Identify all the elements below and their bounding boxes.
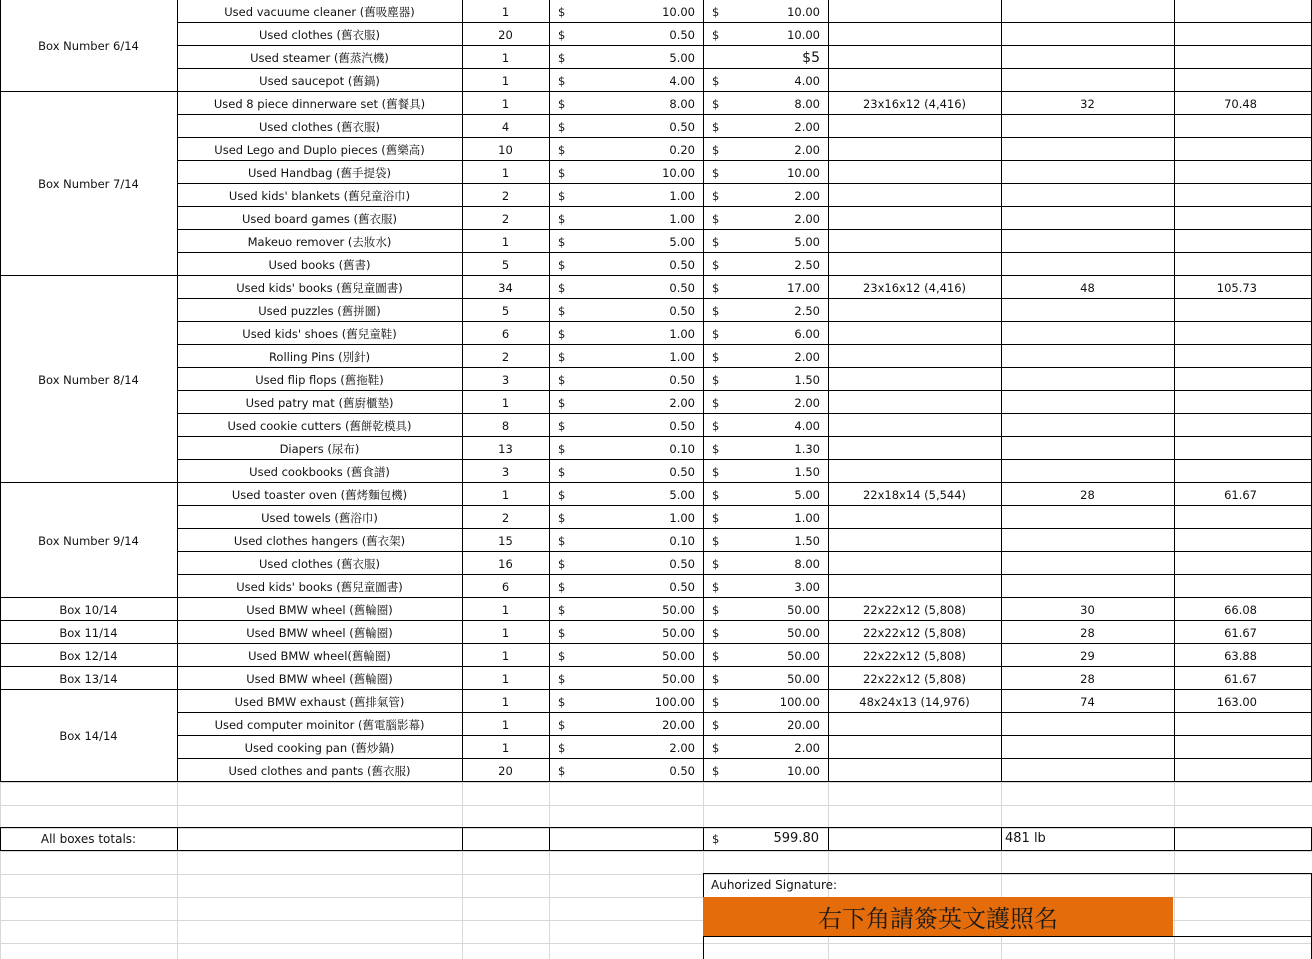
- line-total: $5: [802, 49, 820, 66]
- item-name: Used toaster oven (舊烤麵包機): [231, 487, 408, 502]
- currency-symbol: $: [712, 234, 720, 249]
- currency-symbol: $: [558, 257, 566, 272]
- currency-symbol: $: [712, 165, 720, 180]
- box-label: Box Number 7/14: [38, 177, 139, 191]
- item-name: Used kids' shoes (舊兒童鞋): [242, 326, 397, 341]
- column-border: [828, 0, 829, 782]
- currency-symbol: $: [712, 740, 720, 755]
- line-total: 6.00: [794, 326, 820, 341]
- item-name: Used clothes (舊衣服): [259, 27, 380, 42]
- currency-symbol: $: [558, 73, 566, 88]
- currency-symbol: $: [712, 142, 720, 157]
- box-weight: 29: [1080, 648, 1095, 663]
- box-dimensions: 22x22x12 (5,808): [862, 602, 967, 617]
- currency-symbol: $: [712, 280, 720, 295]
- line-total: 5.00: [794, 234, 820, 249]
- currency-symbol: $: [712, 694, 720, 709]
- item-name: Used BMW exhaust (舊排氣管): [234, 694, 405, 709]
- currency-symbol: $: [712, 625, 720, 640]
- quantity: 2: [501, 349, 510, 364]
- unit-price: 5.00: [669, 50, 695, 65]
- line-total: 1.50: [794, 464, 820, 479]
- quantity: 1: [501, 740, 510, 755]
- item-name: Used books (舊書): [268, 257, 371, 272]
- quantity: 5: [501, 257, 510, 272]
- box-label: Box 11/14: [59, 625, 118, 640]
- box-dimensions: 22x22x12 (5,808): [862, 625, 967, 640]
- item-name: Used clothes (舊衣服): [259, 119, 380, 134]
- quantity: 1: [501, 73, 510, 88]
- item-name: Used BMW wheel (舊輪圈): [246, 625, 393, 640]
- column-border: [1174, 0, 1175, 782]
- line-total: 100.00: [779, 694, 820, 709]
- quantity: 20: [498, 763, 513, 778]
- line-total: 2.50: [794, 303, 820, 318]
- column-border: [462, 0, 463, 782]
- quantity: 15: [498, 533, 513, 548]
- group-border: [0, 781, 177, 782]
- currency-symbol: $: [558, 142, 566, 157]
- box-weight: 74: [1080, 694, 1095, 709]
- unit-price: 0.50: [669, 303, 695, 318]
- unit-price: 0.50: [669, 257, 695, 272]
- currency-symbol: $: [712, 418, 720, 433]
- grid-line: [0, 874, 1312, 875]
- totals-column-border: [1174, 827, 1175, 851]
- currency-symbol: $: [558, 418, 566, 433]
- currency-symbol: $: [558, 763, 566, 778]
- box-weight: 28: [1080, 625, 1095, 640]
- currency-symbol: $: [558, 395, 566, 410]
- line-total: 2.00: [794, 188, 820, 203]
- item-name: Used cooking pan (舊炒鍋): [244, 740, 395, 755]
- item-name: Makeuo remover (去妝水): [247, 234, 392, 249]
- line-total: 4.00: [794, 73, 820, 88]
- quantity: 3: [501, 464, 510, 479]
- currency-symbol: $: [558, 234, 566, 249]
- currency-symbol: $: [558, 487, 566, 502]
- quantity: 3: [501, 372, 510, 387]
- unit-price: 20.00: [662, 717, 695, 732]
- unit-price: 50.00: [662, 671, 695, 686]
- line-total: 10.00: [787, 27, 820, 42]
- shipping-value: 70.48: [1224, 96, 1257, 111]
- item-name: Used towels (舊浴巾): [261, 510, 378, 525]
- quantity: 34: [498, 280, 513, 295]
- unit-price: 10.00: [662, 165, 695, 180]
- unit-price: 50.00: [662, 648, 695, 663]
- item-name: Rolling Pins (別針): [268, 349, 371, 364]
- shipping-value: 61.67: [1224, 625, 1257, 640]
- line-total: 2.00: [794, 395, 820, 410]
- shipping-value: 66.08: [1224, 602, 1257, 617]
- item-name: Used steamer (舊蒸汽機): [250, 50, 389, 65]
- unit-price: 50.00: [662, 625, 695, 640]
- item-name: Used BMW wheel (舊輪圈): [246, 602, 393, 617]
- currency-symbol: $: [558, 717, 566, 732]
- line-total: 17.00: [787, 280, 820, 295]
- item-name: Used kids' books (舊兒童圖書): [236, 280, 403, 295]
- column-border: [1001, 0, 1002, 782]
- currency-symbol: $: [712, 579, 720, 594]
- quantity: 5: [501, 303, 510, 318]
- currency-symbol: $: [712, 831, 720, 846]
- currency-symbol: $: [712, 602, 720, 617]
- row-border: [177, 781, 1312, 782]
- currency-symbol: $: [712, 648, 720, 663]
- line-total: 10.00: [787, 763, 820, 778]
- quantity: 6: [501, 326, 510, 341]
- item-name: Used vacuume cleaner (舊吸塵器): [224, 4, 415, 19]
- line-total: 2.00: [794, 740, 820, 755]
- unit-price: 0.20: [669, 142, 695, 157]
- unit-price: 0.50: [669, 579, 695, 594]
- grid-line: [0, 782, 1, 959]
- unit-price: 1.00: [669, 326, 695, 341]
- line-total: 2.00: [794, 211, 820, 226]
- column-border: [549, 0, 550, 782]
- line-total: 1.50: [794, 533, 820, 548]
- unit-price: 0.50: [669, 119, 695, 134]
- quantity: 20: [498, 27, 513, 42]
- currency-symbol: $: [712, 464, 720, 479]
- box-dimensions: 23x16x12 (4,416): [862, 280, 967, 295]
- currency-symbol: $: [712, 96, 720, 111]
- currency-symbol: $: [558, 50, 566, 65]
- quantity: 1: [501, 694, 510, 709]
- item-name: Diapers (尿布): [279, 441, 360, 456]
- currency-symbol: $: [558, 671, 566, 686]
- line-total: 2.00: [794, 119, 820, 134]
- unit-price: 4.00: [669, 73, 695, 88]
- unit-price: 0.50: [669, 464, 695, 479]
- totals-label: All boxes totals:: [40, 831, 137, 846]
- item-name: Used computer moinitor (舊電腦影幕): [214, 717, 425, 732]
- unit-price: 0.50: [669, 280, 695, 295]
- signature-banner: 右下角請簽英文護照名: [703, 897, 1173, 936]
- currency-symbol: $: [712, 533, 720, 548]
- unit-price: 10.00: [662, 4, 695, 19]
- shipping-value: 163.00: [1216, 694, 1257, 709]
- grid-line: [0, 782, 1312, 783]
- box-label: Box Number 8/14: [38, 372, 139, 387]
- unit-price: 1.00: [669, 211, 695, 226]
- totals-column-border: [462, 827, 463, 851]
- line-total: 50.00: [787, 625, 820, 640]
- currency-symbol: $: [712, 188, 720, 203]
- currency-symbol: $: [712, 257, 720, 272]
- column-border: [703, 0, 704, 782]
- currency-symbol: $: [558, 602, 566, 617]
- quantity: 2: [501, 211, 510, 226]
- item-name: Used cookie cutters (舊餅乾模具): [227, 418, 412, 433]
- currency-symbol: $: [712, 510, 720, 525]
- line-total: 1.00: [794, 510, 820, 525]
- column-border: [0, 0, 1, 782]
- line-total: 50.00: [787, 602, 820, 617]
- item-name: Used puzzles (舊拼圖): [258, 303, 381, 318]
- item-name: Used kids' books (舊兒童圖書): [236, 579, 403, 594]
- currency-symbol: $: [712, 119, 720, 134]
- item-name: Used Lego and Duplo pieces (舊樂高): [214, 142, 425, 157]
- line-total: 20.00: [787, 717, 820, 732]
- unit-price: 0.50: [669, 556, 695, 571]
- item-name: Used Handbag (舊手提袋): [248, 165, 391, 180]
- currency-symbol: $: [558, 27, 566, 42]
- currency-symbol: $: [558, 740, 566, 755]
- grid-line: [0, 805, 1312, 806]
- currency-symbol: $: [712, 395, 720, 410]
- box-label: Box 10/14: [59, 602, 118, 617]
- totals-border-bottom: [0, 850, 1312, 851]
- unit-price: 1.00: [669, 188, 695, 203]
- item-name: Used BMW wheel(舊輪圈): [248, 648, 391, 663]
- quantity: 13: [498, 441, 513, 456]
- signature-box-divider: [703, 936, 1312, 937]
- currency-symbol: $: [712, 4, 720, 19]
- quantity: 2: [501, 510, 510, 525]
- quantity: 8: [501, 418, 510, 433]
- line-total: 10.00: [787, 4, 820, 19]
- box-dimensions: 23x16x12 (4,416): [862, 96, 967, 111]
- totals-column-border: [828, 827, 829, 851]
- box-weight: 30: [1080, 602, 1095, 617]
- unit-price: 5.00: [669, 487, 695, 502]
- quantity: 10: [498, 142, 513, 157]
- box-weight: 28: [1080, 487, 1095, 502]
- currency-symbol: $: [558, 326, 566, 341]
- unit-price: 0.50: [669, 372, 695, 387]
- line-total: 2.50: [794, 257, 820, 272]
- currency-symbol: $: [558, 625, 566, 640]
- item-name: Used 8 piece dinnerware set (舊餐具): [213, 96, 426, 111]
- currency-symbol: $: [558, 119, 566, 134]
- currency-symbol: $: [712, 556, 720, 571]
- currency-symbol: $: [712, 303, 720, 318]
- currency-symbol: $: [558, 694, 566, 709]
- line-total: 5.00: [794, 487, 820, 502]
- item-name: Used clothes hangers (舊衣架): [233, 533, 406, 548]
- box-label: Box 13/14: [59, 671, 118, 686]
- quantity: 1: [501, 395, 510, 410]
- grid-line: [1174, 782, 1175, 959]
- box-label: Box Number 6/14: [38, 39, 139, 53]
- quantity: 16: [498, 556, 513, 571]
- quantity: 4: [501, 119, 510, 134]
- currency-symbol: $: [558, 4, 566, 19]
- currency-symbol: $: [712, 441, 720, 456]
- quantity: 1: [501, 671, 510, 686]
- unit-price: 0.50: [669, 418, 695, 433]
- shipping-value: 105.73: [1216, 280, 1257, 295]
- currency-symbol: $: [558, 96, 566, 111]
- item-name: Used patry mat (舊廚櫃墊): [245, 395, 394, 410]
- line-total: 50.00: [787, 671, 820, 686]
- currency-symbol: $: [558, 188, 566, 203]
- currency-symbol: $: [558, 372, 566, 387]
- grid-line: [0, 851, 1312, 852]
- unit-price: 2.00: [669, 395, 695, 410]
- column-border: [177, 0, 178, 782]
- totals-weight: 481 lb: [1005, 831, 1046, 846]
- currency-symbol: $: [712, 349, 720, 364]
- quantity: 1: [501, 234, 510, 249]
- currency-symbol: $: [558, 648, 566, 663]
- signature-label: Auhorized Signature:: [711, 878, 838, 892]
- quantity: 1: [501, 717, 510, 732]
- quantity: 1: [501, 648, 510, 663]
- currency-symbol: $: [712, 211, 720, 226]
- line-total: 1.50: [794, 372, 820, 387]
- item-name: Used clothes (舊衣服): [259, 556, 380, 571]
- line-total: 8.00: [794, 96, 820, 111]
- currency-symbol: $: [712, 487, 720, 502]
- quantity: 1: [501, 96, 510, 111]
- currency-symbol: $: [712, 671, 720, 686]
- currency-symbol: $: [558, 349, 566, 364]
- currency-symbol: $: [558, 441, 566, 456]
- item-name: Used clothes and pants (舊衣服): [228, 763, 411, 778]
- item-name: Used cookbooks (舊食譜): [249, 464, 390, 479]
- currency-symbol: $: [712, 27, 720, 42]
- quantity: 1: [501, 165, 510, 180]
- quantity: 1: [501, 625, 510, 640]
- line-total: 3.00: [794, 579, 820, 594]
- grid-line: [177, 782, 178, 959]
- box-dimensions: 22x22x12 (5,808): [862, 671, 967, 686]
- currency-symbol: $: [558, 280, 566, 295]
- totals-column-border: [549, 827, 550, 851]
- item-name: Used board games (舊衣服): [241, 211, 398, 226]
- line-total: 1.30: [794, 441, 820, 456]
- line-total: 2.00: [794, 349, 820, 364]
- unit-price: 1.00: [669, 349, 695, 364]
- unit-price: 0.50: [669, 763, 695, 778]
- currency-symbol: $: [558, 165, 566, 180]
- shipping-value: 63.88: [1224, 648, 1257, 663]
- totals-amount: 599.80: [773, 831, 819, 846]
- quantity: 6: [501, 579, 510, 594]
- line-total: 2.00: [794, 142, 820, 157]
- quantity: 1: [501, 487, 510, 502]
- shipping-value: 61.67: [1224, 671, 1257, 686]
- grid-line: [0, 943, 1312, 944]
- totals-column-border: [177, 827, 178, 851]
- currency-symbol: $: [558, 464, 566, 479]
- box-dimensions: 22x22x12 (5,808): [862, 648, 967, 663]
- box-label: Box 12/14: [59, 648, 118, 663]
- currency-symbol: $: [558, 533, 566, 548]
- currency-symbol: $: [558, 211, 566, 226]
- currency-symbol: $: [558, 510, 566, 525]
- unit-price: 0.10: [669, 441, 695, 456]
- currency-symbol: $: [558, 303, 566, 318]
- quantity: 1: [501, 4, 510, 19]
- grid-line: [462, 782, 463, 959]
- box-weight: 32: [1080, 96, 1095, 111]
- item-name: Used flip flops (舊拖鞋): [255, 372, 384, 387]
- item-name: Used saucepot (舊鍋): [259, 73, 380, 88]
- box-label: Box Number 9/14: [38, 533, 139, 548]
- unit-price: 5.00: [669, 234, 695, 249]
- box-weight: 28: [1080, 671, 1095, 686]
- currency-symbol: $: [558, 556, 566, 571]
- line-total: 8.00: [794, 556, 820, 571]
- line-total: 4.00: [794, 418, 820, 433]
- line-total: 50.00: [787, 648, 820, 663]
- unit-price: 1.00: [669, 510, 695, 525]
- box-dimensions: 22x18x14 (5,544): [862, 487, 967, 502]
- currency-symbol: $: [712, 73, 720, 88]
- line-total: 10.00: [787, 165, 820, 180]
- currency-symbol: $: [712, 372, 720, 387]
- unit-price: 0.50: [669, 27, 695, 42]
- currency-symbol: $: [558, 579, 566, 594]
- unit-price: 8.00: [669, 96, 695, 111]
- box-label: Box 14/14: [59, 729, 118, 743]
- unit-price: 100.00: [654, 694, 695, 709]
- box-weight: 48: [1080, 280, 1095, 295]
- unit-price: 50.00: [662, 602, 695, 617]
- unit-price: 2.00: [669, 740, 695, 755]
- item-name: Used kids' blankets (舊兒童浴巾): [228, 188, 411, 203]
- shipping-value: 61.67: [1224, 487, 1257, 502]
- item-name: Used BMW wheel (舊輪圈): [246, 671, 393, 686]
- currency-symbol: $: [712, 763, 720, 778]
- quantity: 1: [501, 50, 510, 65]
- currency-symbol: $: [712, 326, 720, 341]
- box-dimensions: 48x24x13 (14,976): [859, 694, 970, 709]
- grid-line: [549, 782, 550, 959]
- quantity: 1: [501, 602, 510, 617]
- quantity: 2: [501, 188, 510, 203]
- currency-symbol: $: [712, 717, 720, 732]
- unit-price: 0.10: [669, 533, 695, 548]
